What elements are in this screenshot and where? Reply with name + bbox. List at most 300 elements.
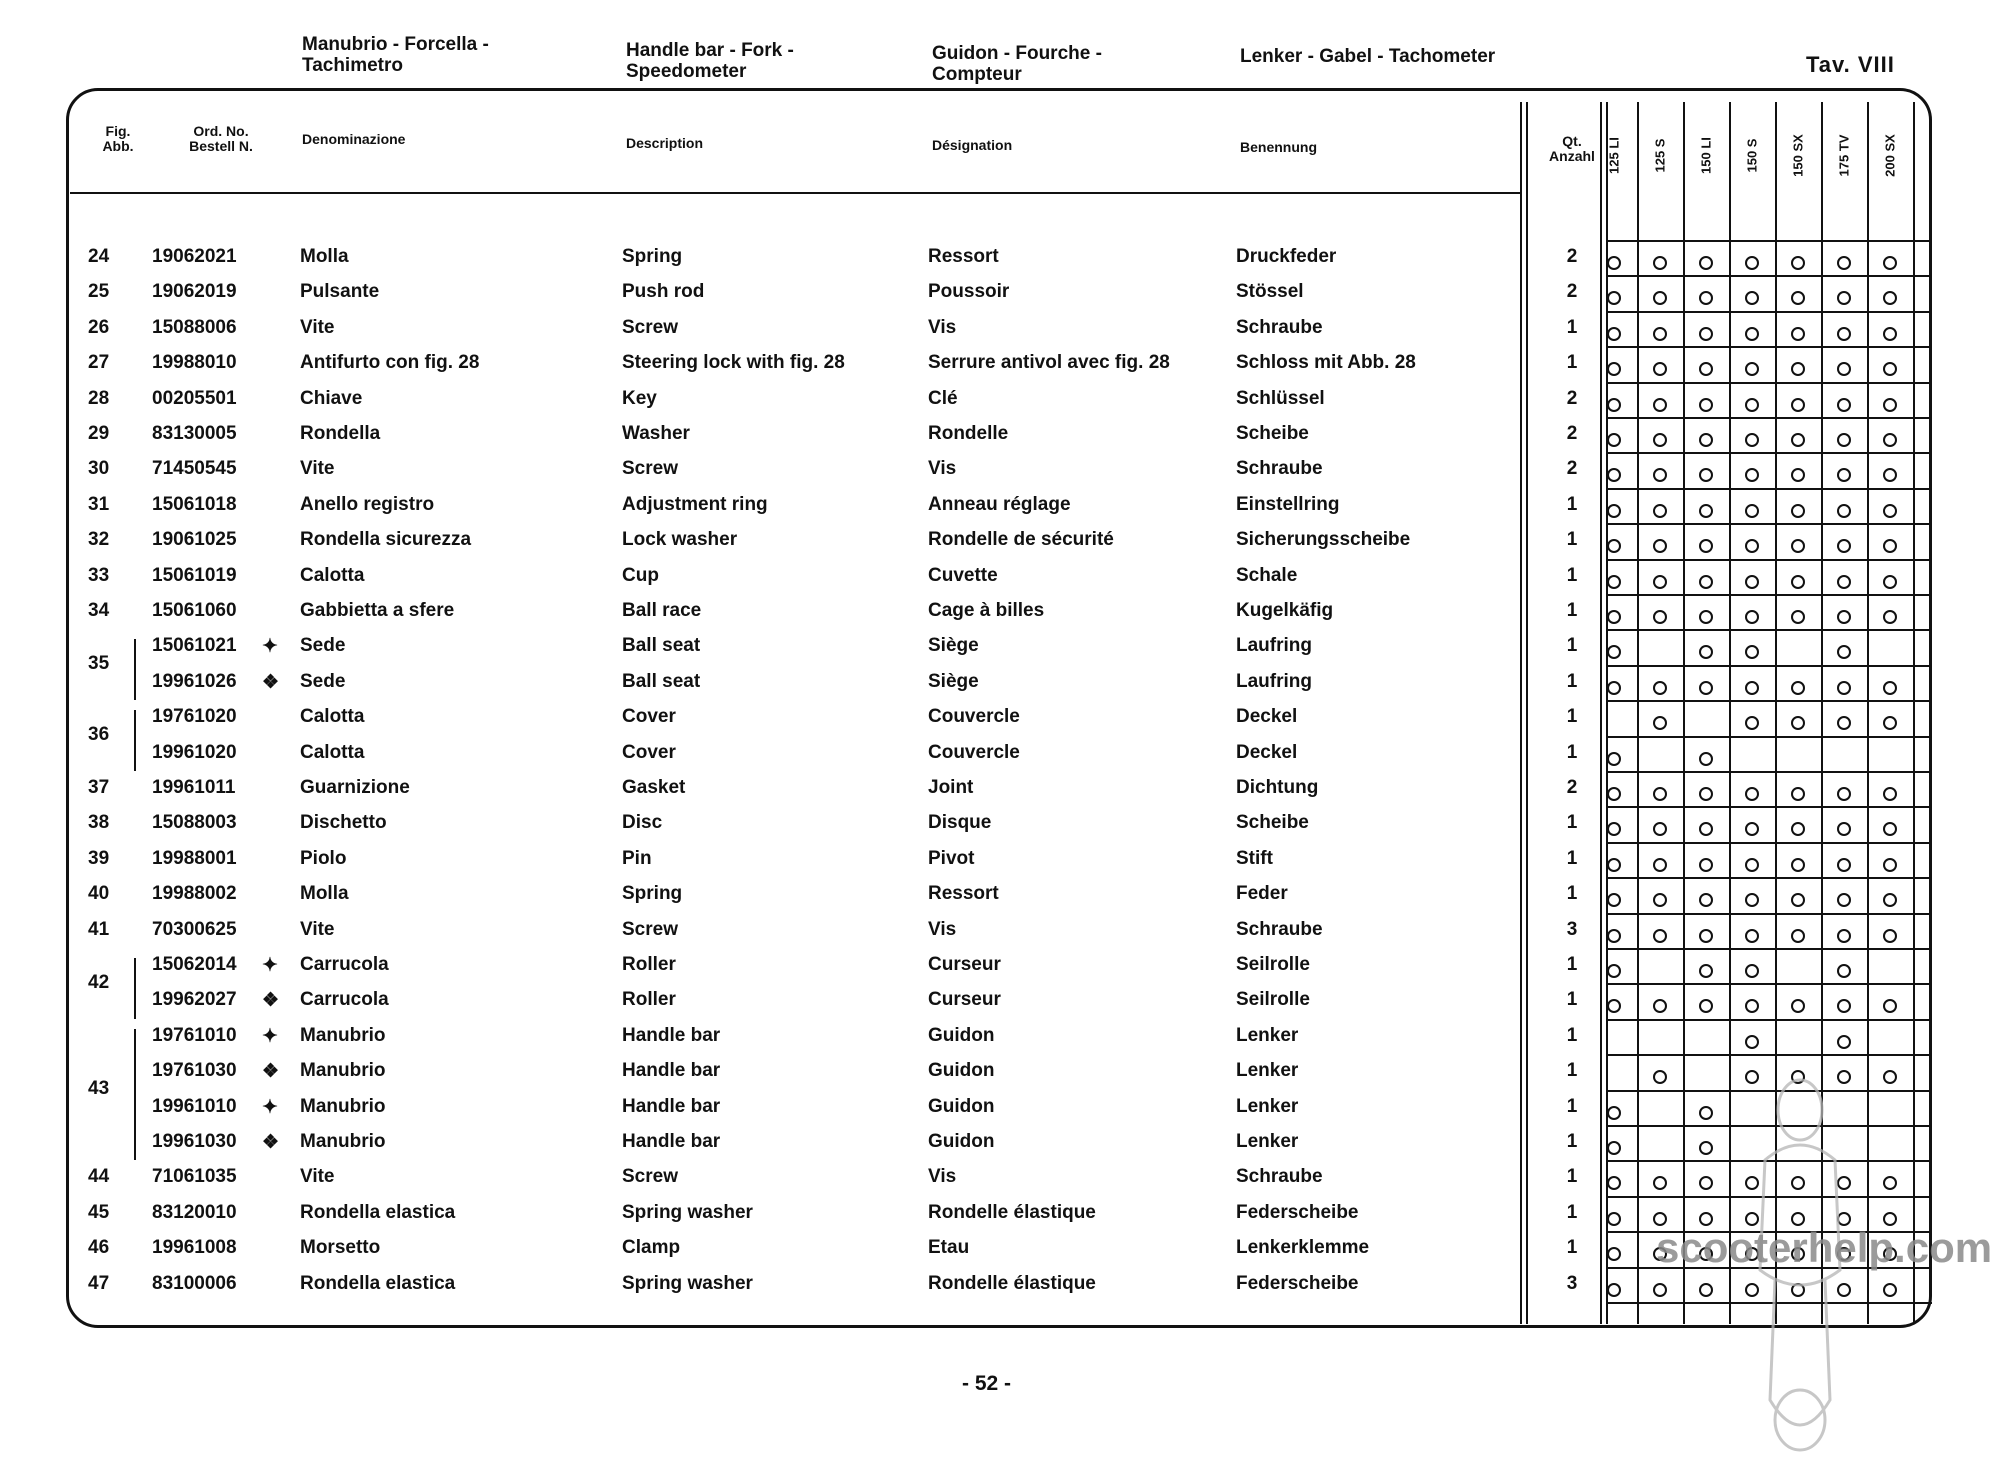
qty-separator-right <box>1526 102 1528 1324</box>
row-quantity: 1 <box>1566 883 1578 905</box>
row-italian-name: Pulsante <box>300 281 380 303</box>
row-english-name: Washer <box>622 423 690 444</box>
model-row-line-13 <box>1606 700 1932 702</box>
row-fig-number: 36 <box>88 723 110 745</box>
row-german-name: Scheibe <box>1236 812 1309 834</box>
group-brace <box>134 639 136 700</box>
applicability-mark <box>1837 929 1851 943</box>
row-italian-name: Morsetto <box>300 1237 381 1259</box>
row-italian-name: Carrucola <box>300 954 389 975</box>
col-header-french: Désignation <box>932 137 1013 153</box>
row-english-name: Roller <box>622 989 676 1011</box>
row-variant-symbol: ❖ <box>262 990 280 1012</box>
row-english-name: Ball race <box>622 600 702 621</box>
applicability-mark <box>1653 929 1667 943</box>
applicability-mark <box>1699 327 1713 341</box>
row-variant-symbol: ❖ <box>262 1132 280 1153</box>
row-german-name: Stössel <box>1236 281 1304 303</box>
col-header-fig-it: Fig. <box>105 123 131 139</box>
row-italian-name: Calotta <box>300 564 365 586</box>
row-french-name: Serrure antivol avec fig. 28 <box>928 352 1170 374</box>
applicability-mark <box>1607 858 1621 872</box>
row-quantity: 1 <box>1566 1060 1578 1082</box>
model-row-line-9 <box>1606 559 1932 561</box>
row-german-name: Sicherungsscheibe <box>1236 529 1411 551</box>
applicability-mark <box>1607 398 1621 412</box>
row-french-name: Pivot <box>928 847 975 869</box>
row-german-name: Deckel <box>1236 706 1298 728</box>
row-part-number: 19988002 <box>152 883 237 905</box>
applicability-mark <box>1699 1283 1713 1297</box>
applicability-mark <box>1791 398 1805 412</box>
applicability-mark <box>1837 256 1851 270</box>
applicability-mark <box>1745 1035 1759 1049</box>
row-german-name: Druckfeder <box>1236 246 1337 267</box>
applicability-mark <box>1653 398 1667 412</box>
model-header-3: 150 S <box>1744 138 1760 173</box>
row-fig-number: 27 <box>88 352 110 374</box>
row-quantity: 2 <box>1566 281 1578 303</box>
applicability-mark <box>1653 256 1667 270</box>
row-fig-number: 33 <box>88 564 110 586</box>
row-fig-number: 44 <box>88 1166 110 1188</box>
title-english <box>626 40 794 82</box>
model-col-line-6 <box>1913 102 1915 1324</box>
applicability-mark <box>1883 787 1897 801</box>
row-german-name: Einstellring <box>1236 493 1340 515</box>
row-quantity: 1 <box>1566 352 1578 374</box>
row-english-name: Handle bar <box>622 1024 721 1046</box>
row-italian-name: Rondella elastica <box>300 1272 456 1294</box>
row-french-name: Guidon <box>928 1095 995 1117</box>
row-fig-number: 25 <box>88 281 110 303</box>
row-fig-number: 40 <box>88 883 110 905</box>
applicability-mark <box>1883 681 1897 695</box>
row-quantity: 1 <box>1566 1237 1578 1259</box>
model-header-4: 150 SX <box>1790 134 1806 177</box>
applicability-mark <box>1791 504 1805 518</box>
row-english-name: Cover <box>622 706 676 728</box>
row-german-name: Schale <box>1236 564 1298 586</box>
applicability-mark <box>1699 610 1713 624</box>
applicability-mark <box>1745 964 1759 978</box>
model-col-line-2 <box>1729 102 1731 1324</box>
applicability-mark <box>1837 681 1851 695</box>
row-fig-number: 32 <box>88 529 110 551</box>
row-part-number: 15061018 <box>152 493 237 515</box>
model-row-line-6 <box>1606 452 1932 454</box>
row-french-name: Vis <box>928 1166 957 1188</box>
row-english-name: Gasket <box>622 777 686 798</box>
row-german-name: Deckel <box>1236 741 1298 763</box>
applicability-mark <box>1837 610 1851 624</box>
applicability-mark <box>1745 256 1759 270</box>
row-quantity: 1 <box>1566 1201 1578 1223</box>
model-header-1: 125 S <box>1652 138 1668 173</box>
row-french-name: Couvercle <box>928 706 1020 728</box>
applicability-mark <box>1607 1106 1621 1120</box>
row-italian-name: Calotta <box>300 706 365 728</box>
row-german-name: Feder <box>1236 883 1288 905</box>
applicability-mark <box>1699 1106 1713 1120</box>
applicability-mark <box>1607 1283 1621 1297</box>
row-italian-name: Antifurto con fig. 28 <box>300 352 480 374</box>
applicability-mark <box>1883 610 1897 624</box>
row-fig-number: 26 <box>88 316 110 338</box>
row-english-name: Steering lock with fig. 28 <box>622 352 845 374</box>
row-english-name: Handle bar <box>622 1131 721 1152</box>
row-fig-number: 41 <box>88 918 110 940</box>
applicability-mark <box>1791 610 1805 624</box>
applicability-mark <box>1607 787 1621 801</box>
applicability-mark <box>1653 858 1667 872</box>
row-fig-number: 30 <box>88 458 110 480</box>
applicability-mark <box>1745 504 1759 518</box>
row-quantity: 2 <box>1566 423 1578 444</box>
row-french-name: Rondelle <box>928 423 1009 444</box>
row-french-name: Vis <box>928 316 957 338</box>
row-english-name: Ball seat <box>622 635 701 657</box>
group-brace <box>134 1029 136 1161</box>
model-row-line-10 <box>1606 594 1932 596</box>
title-german: Lenker - Gabel - Tachometer <box>1240 46 1496 67</box>
row-part-number: 19961030 <box>152 1131 237 1152</box>
row-english-name: Spring <box>622 246 683 267</box>
title-italian-line2: Tachimetro <box>302 55 404 76</box>
applicability-mark <box>1883 1283 1897 1297</box>
row-italian-name: Rondella sicurezza <box>300 529 472 551</box>
row-part-number: 19961020 <box>152 741 237 763</box>
row-english-name: Spring washer <box>622 1272 753 1294</box>
model-row-line-3 <box>1606 346 1932 348</box>
row-italian-name: Carrucola <box>300 989 389 1011</box>
row-part-number: 19961026 <box>152 670 237 692</box>
row-fig-number: 34 <box>88 600 110 621</box>
model-row-line-14 <box>1606 736 1932 738</box>
applicability-mark <box>1699 964 1713 978</box>
row-german-name: Federscheibe <box>1236 1201 1359 1223</box>
row-part-number: 19761010 <box>152 1024 237 1046</box>
row-french-name: Couvercle <box>928 741 1020 763</box>
row-english-name: Screw <box>622 316 678 338</box>
row-german-name: Lenker <box>1236 1131 1299 1152</box>
row-part-number: 19961011 <box>152 777 236 798</box>
row-english-name: Push rod <box>622 281 705 303</box>
row-quantity: 1 <box>1566 600 1578 621</box>
row-part-number: 70300625 <box>152 918 237 940</box>
row-fig-number: 45 <box>88 1201 110 1223</box>
row-italian-name: Manubrio <box>300 1131 386 1152</box>
row-french-name: Rondelle élastique <box>928 1201 1096 1223</box>
row-variant-symbol: ❖ <box>262 1061 280 1083</box>
row-quantity: 1 <box>1566 670 1578 692</box>
model-header-2: 150 LI <box>1698 137 1714 174</box>
row-english-name: Cover <box>622 741 676 763</box>
row-quantity: 1 <box>1566 529 1578 551</box>
row-italian-name: Anello registro <box>300 493 435 515</box>
row-part-number: 71061035 <box>152 1166 237 1188</box>
row-french-name: Ressort <box>928 883 999 905</box>
row-german-name: Lenker <box>1236 1024 1299 1046</box>
applicability-mark <box>1883 504 1897 518</box>
title-french <box>932 43 1102 85</box>
row-quantity: 2 <box>1566 777 1578 798</box>
col-header-quantity-de: Anzahl <box>1549 148 1595 164</box>
applicability-mark <box>1699 858 1713 872</box>
applicability-mark <box>1653 787 1667 801</box>
applicability-mark <box>1883 929 1897 943</box>
model-row-line-0 <box>1606 240 1932 242</box>
row-french-name: Anneau réglage <box>928 493 1071 515</box>
applicability-mark <box>1837 964 1851 978</box>
applicability-mark <box>1837 398 1851 412</box>
row-variant-symbol: ❖ <box>262 671 280 693</box>
applicability-mark <box>1699 929 1713 943</box>
row-part-number: 19062019 <box>152 281 237 303</box>
row-fig-number: 42 <box>88 971 110 993</box>
model-row-line-21 <box>1606 983 1932 985</box>
row-french-name: Clé <box>928 387 958 409</box>
applicability-mark <box>1745 327 1759 341</box>
row-quantity: 2 <box>1566 458 1578 480</box>
row-part-number: 15061060 <box>152 600 237 621</box>
applicability-mark <box>1653 681 1667 695</box>
row-fig-number: 47 <box>88 1272 110 1294</box>
applicability-mark <box>1653 575 1667 589</box>
applicability-mark <box>1745 858 1759 872</box>
col-header-fig-de: Abb. <box>102 138 134 154</box>
row-part-number: 19961010 <box>152 1095 237 1117</box>
row-italian-name: Chiave <box>300 387 363 409</box>
row-quantity: 1 <box>1566 564 1578 586</box>
applicability-mark <box>1607 1141 1621 1155</box>
applicability-mark <box>1607 964 1621 978</box>
row-german-name: Kugelkäfig <box>1236 600 1334 621</box>
row-english-name: Adjustment ring <box>622 493 768 515</box>
applicability-mark <box>1699 504 1713 518</box>
row-french-name: Joint <box>928 777 974 798</box>
row-fig-number: 43 <box>88 1077 110 1099</box>
applicability-mark <box>1607 929 1621 943</box>
row-french-name: Siège <box>928 670 979 692</box>
applicability-mark <box>1607 433 1621 447</box>
model-row-line-17 <box>1606 842 1932 844</box>
model-row-line-15 <box>1606 771 1932 773</box>
row-part-number: 00205501 <box>152 387 237 409</box>
row-part-number: 19962027 <box>152 989 237 1011</box>
row-italian-name: Molla <box>300 883 349 905</box>
applicability-mark <box>1883 398 1897 412</box>
title-french-line1: Guidon - Fourche - <box>932 43 1102 64</box>
applicability-mark <box>1837 858 1851 872</box>
row-german-name: Dichtung <box>1236 777 1319 798</box>
applicability-mark <box>1837 433 1851 447</box>
group-brace <box>134 710 136 771</box>
applicability-mark <box>1837 327 1851 341</box>
applicability-mark <box>1837 1035 1851 1049</box>
applicability-mark <box>1699 787 1713 801</box>
row-part-number: 19988001 <box>152 847 237 869</box>
applicability-mark <box>1883 575 1897 589</box>
plate-number: Tav. VIII <box>1806 52 1895 77</box>
row-french-name: Siège <box>928 635 979 657</box>
applicability-mark <box>1883 433 1897 447</box>
row-italian-name: Piolo <box>300 847 347 869</box>
applicability-mark <box>1791 433 1805 447</box>
row-part-number: 19761030 <box>152 1060 237 1082</box>
applicability-mark <box>1745 433 1759 447</box>
row-english-name: Ball seat <box>622 670 701 692</box>
row-part-number: 83100006 <box>152 1272 237 1294</box>
row-italian-name: Sede <box>300 670 346 692</box>
row-fig-number: 46 <box>88 1237 110 1259</box>
row-fig-number: 24 <box>88 246 110 267</box>
model-col-line-5 <box>1867 102 1869 1324</box>
applicability-mark <box>1699 1141 1713 1155</box>
row-part-number: 19961008 <box>152 1237 237 1259</box>
models-separator-left <box>1600 102 1602 1324</box>
applicability-mark <box>1653 327 1667 341</box>
model-header-6: 200 SX <box>1882 134 1898 177</box>
row-variant-symbol: ✦ <box>262 636 278 658</box>
model-col-line-1 <box>1683 102 1685 1324</box>
row-quantity: 2 <box>1566 387 1578 409</box>
col-header-order-no <box>176 124 266 154</box>
applicability-mark <box>1699 256 1713 270</box>
row-french-name: Guidon <box>928 1060 995 1082</box>
row-english-name: Screw <box>622 1166 678 1188</box>
row-quantity: 1 <box>1566 1095 1578 1117</box>
applicability-mark <box>1883 858 1897 872</box>
col-header-german: Benennung <box>1240 139 1317 155</box>
applicability-mark <box>1837 787 1851 801</box>
applicability-mark <box>1791 929 1805 943</box>
row-german-name: Schraube <box>1236 1166 1323 1188</box>
model-row-line-8 <box>1606 523 1932 525</box>
applicability-mark <box>1699 433 1713 447</box>
col-header-order-no-it: Ord. No. <box>193 123 249 139</box>
applicability-mark <box>1607 256 1621 270</box>
model-row-line-16 <box>1606 806 1932 808</box>
row-part-number: 15062014 <box>152 954 237 975</box>
row-german-name: Schraube <box>1236 458 1323 480</box>
row-italian-name: Vite <box>300 316 335 338</box>
row-quantity: 1 <box>1566 635 1578 657</box>
row-quantity: 1 <box>1566 954 1578 975</box>
row-part-number: 15061019 <box>152 564 237 586</box>
col-header-order-no-de: Bestell N. <box>189 138 253 154</box>
row-italian-name: Gabbietta a sfere <box>300 600 455 621</box>
row-part-number: 19062021 <box>152 246 237 267</box>
model-row-line-20 <box>1606 948 1932 950</box>
row-german-name: Schlüssel <box>1236 387 1325 409</box>
applicability-mark <box>1699 398 1713 412</box>
model-row-line-7 <box>1606 488 1932 490</box>
row-french-name: Etau <box>928 1237 970 1259</box>
row-italian-name: Manubrio <box>300 1095 386 1117</box>
row-quantity: 1 <box>1566 741 1578 763</box>
row-italian-name: Manubrio <box>300 1060 386 1082</box>
row-fig-number: 28 <box>88 387 110 409</box>
row-german-name: Schraube <box>1236 918 1323 940</box>
row-quantity: 2 <box>1566 246 1578 267</box>
row-italian-name: Molla <box>300 246 349 267</box>
row-italian-name: Vite <box>300 918 335 940</box>
row-italian-name: Dischetto <box>300 812 387 834</box>
row-fig-number: 39 <box>88 847 110 869</box>
row-german-name: Laufring <box>1236 670 1312 692</box>
col-header-italian: Denominazione <box>302 131 406 147</box>
header-rule <box>70 192 1520 194</box>
applicability-mark <box>1745 610 1759 624</box>
row-italian-name: Vite <box>300 458 335 480</box>
model-row-line-23 <box>1606 1054 1932 1056</box>
model-row-line-18 <box>1606 877 1932 879</box>
row-german-name: Laufring <box>1236 635 1312 657</box>
row-german-name: Lenkerklemme <box>1236 1237 1370 1259</box>
row-part-number: 71450545 <box>152 458 237 480</box>
row-english-name: Handle bar <box>622 1095 721 1117</box>
row-french-name: Curseur <box>928 954 1001 975</box>
row-quantity: 1 <box>1566 812 1578 834</box>
row-italian-name: Guarnizione <box>300 777 410 798</box>
row-part-number: 19988010 <box>152 352 237 374</box>
row-quantity: 1 <box>1566 316 1578 338</box>
row-variant-symbol: ✦ <box>262 1025 278 1047</box>
row-english-name: Pin <box>622 847 652 869</box>
row-german-name: Scheibe <box>1236 423 1309 444</box>
title-english-line1: Handle bar - Fork - <box>626 40 794 61</box>
page-number: - 52 - <box>962 1372 1012 1395</box>
row-french-name: Rondelle élastique <box>928 1272 1096 1294</box>
applicability-mark <box>1791 327 1805 341</box>
row-quantity: 1 <box>1566 1131 1578 1152</box>
applicability-mark <box>1607 752 1621 766</box>
row-fig-number: 29 <box>88 423 110 444</box>
row-french-name: Rondelle de sécurité <box>928 529 1114 551</box>
row-part-number: 83130005 <box>152 423 237 444</box>
row-quantity: 1 <box>1566 847 1578 869</box>
row-german-name: Schloss mit Abb. 28 <box>1236 352 1416 374</box>
row-english-name: Spring <box>622 883 683 905</box>
applicability-mark <box>1607 610 1621 624</box>
row-italian-name: Rondella <box>300 423 381 444</box>
row-quantity: 3 <box>1566 918 1578 940</box>
col-header-english: Description <box>626 135 704 151</box>
row-part-number: 15061021 <box>152 635 237 657</box>
applicability-mark <box>1745 575 1759 589</box>
row-french-name: Vis <box>928 458 957 480</box>
row-fig-number: 37 <box>88 777 110 798</box>
row-french-name: Curseur <box>928 989 1001 1011</box>
applicability-mark <box>1653 1283 1667 1297</box>
row-english-name: Screw <box>622 918 678 940</box>
row-english-name: Cup <box>622 564 659 586</box>
model-row-line-22 <box>1606 1019 1932 1021</box>
group-brace <box>134 958 136 1019</box>
row-german-name: Federscheibe <box>1236 1272 1359 1294</box>
applicability-mark <box>1791 256 1805 270</box>
title-english-line2: Speedometer <box>626 61 747 82</box>
row-quantity: 1 <box>1566 1024 1578 1046</box>
col-header-quantity <box>1532 134 1612 164</box>
model-col-line-0 <box>1637 102 1639 1324</box>
row-italian-name: Manubrio <box>300 1024 386 1046</box>
row-quantity: 1 <box>1566 1166 1578 1188</box>
applicability-mark <box>1653 610 1667 624</box>
row-french-name: Cuvette <box>928 564 998 586</box>
applicability-mark <box>1699 575 1713 589</box>
